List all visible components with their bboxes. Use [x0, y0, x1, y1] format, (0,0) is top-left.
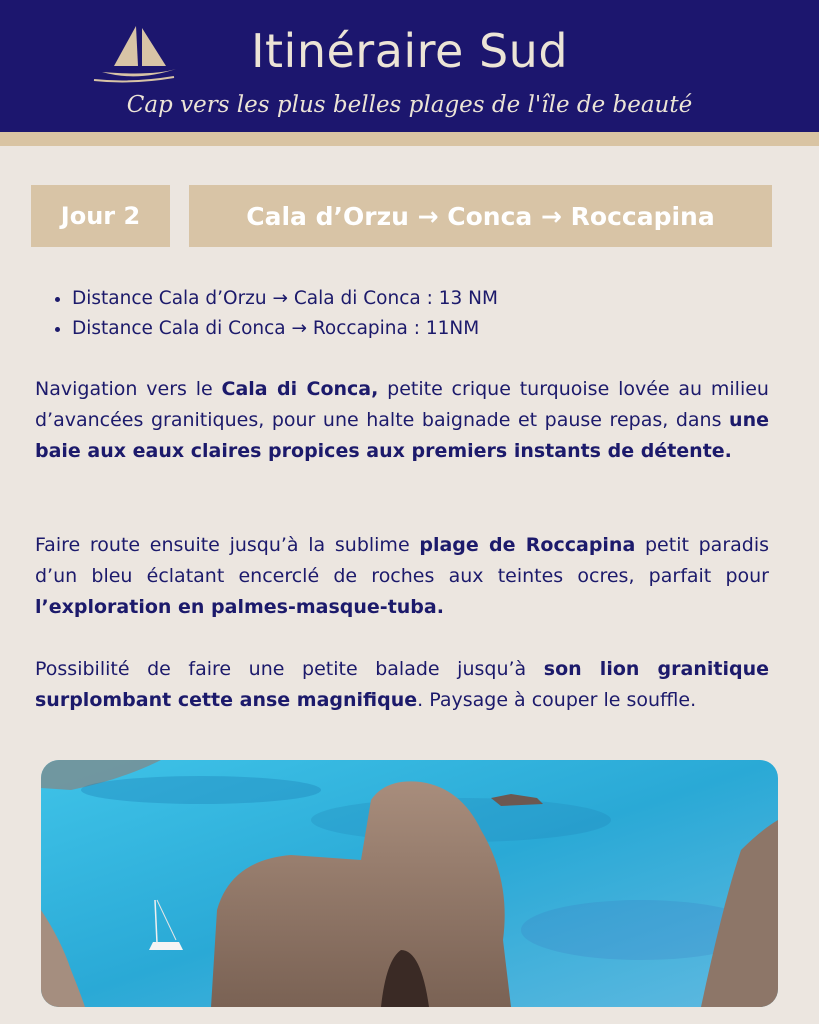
list-item: • Distance Cala d’Orzu → Cala di Conca : 13 NM: [72, 284, 498, 314]
paragraph-cala-di-conca: [35, 374, 769, 467]
bold-text: plage de Roccapina: [419, 534, 636, 556]
text-span: Faire route ensuite jusqu’à la sublime: [35, 534, 420, 556]
page-title: Itinéraire Sud: [250, 24, 569, 78]
route-title: Cala d’Orzu → Conca → Roccapina: [189, 185, 772, 247]
list-item: • Distance Cala di Conca → Roccapina : 11NM: [72, 314, 498, 344]
paragraph-roccapina: [35, 530, 769, 623]
text-span: Possibilité de faire une petite balade jusqu’à: [35, 658, 544, 680]
day-label: Jour 2: [31, 185, 170, 247]
bold-text: une baie aux eaux claires propices aux premiers instants de détente.: [35, 409, 769, 462]
bold-text: son lion granitique surplombant cette anse magnifique: [35, 658, 769, 711]
text-span: Navigation vers le: [35, 378, 222, 400]
bold-text: l’exploration en palmes-masque-tuba.: [35, 596, 444, 618]
roccapina-photo: [41, 760, 778, 1007]
distance-list: [52, 284, 498, 344]
text-span: petite crique turquoise lovée au milieu d’avancées granitiques, pour une halte baignade et pause repas, dans: [35, 378, 769, 431]
header-stripe: [0, 132, 819, 146]
text-span: petit paradis d’un bleu éclatant encerclé de roches aux teintes ocres, parfait pour: [35, 534, 770, 587]
header-banner: [0, 0, 819, 132]
paragraph-lion: [35, 654, 769, 716]
bold-text: Cala di Conca,: [221, 378, 379, 400]
text-span: . Paysage à couper le souffle.: [417, 689, 697, 711]
page-subtitle: Cap vers les plus belles plages de l'île de beauté: [126, 92, 693, 118]
